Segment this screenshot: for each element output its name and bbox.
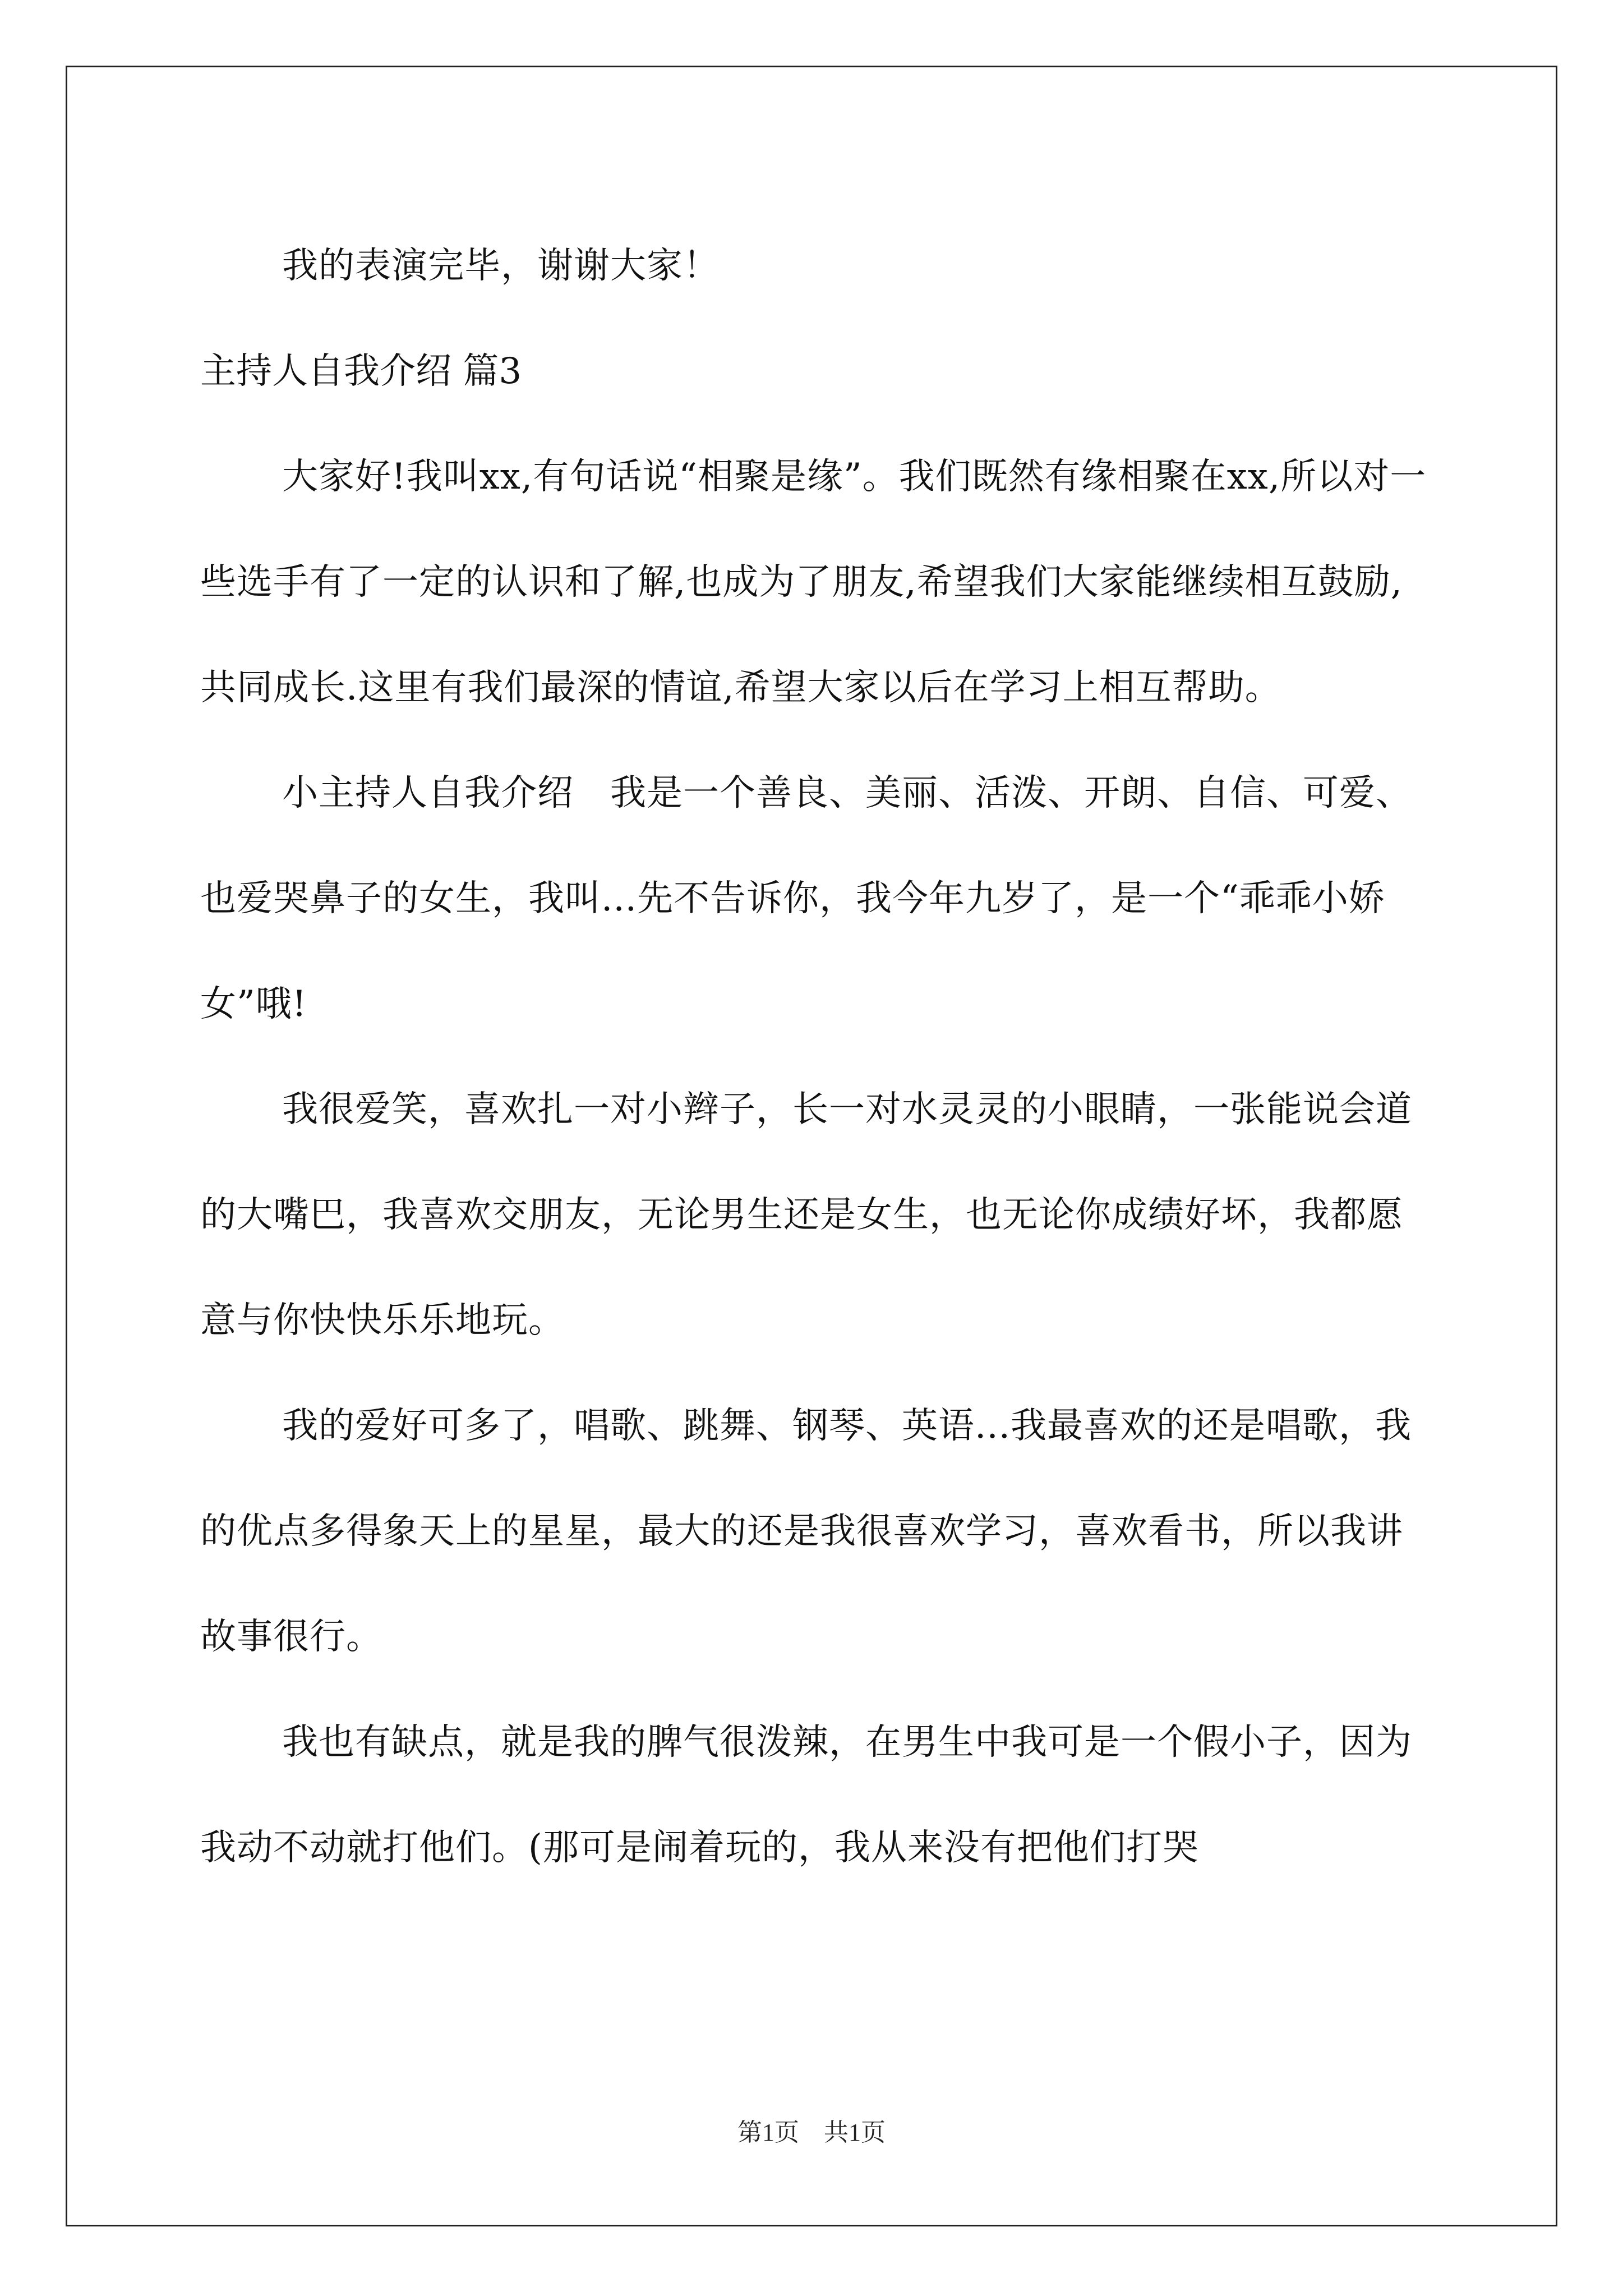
paragraph: 我的爱好可多了，唱歌、跳舞、钢琴、英语...我最喜欢的还是唱歌，我的优点多得象天上的星星，最大的还是我很喜欢学习，喜欢看书，所以我讲故事很行。 [200, 1405, 1412, 1658]
paragraph: 我也有缺点，就是我的脾气很泼辣，在男生中我可是一个假小子，因为我动不动就打他们。(那可是闹着玩的，我从来没有把他们打哭 [200, 1722, 1412, 1869]
paragraph: 我很爱笑，喜欢扎一对小辫子，长一对水灵灵的小眼睛，一张能说会道的大嘴巴，我喜欢交朋友，无论男生还是女生，也无论你成绩好坏，我都愿意与你快快乐乐地玩。 [200, 1089, 1412, 1341]
section-heading: 主持人自我介绍 篇3 [200, 351, 522, 392]
paragraph: 大家好!我叫xx,有句话说“相聚是缘”。我们既然有缘相聚在xx,所以对一些选手有了一定的认识和了解,也成为了朋友,希望我们大家能继续相互鼓励,共同成长.这里有我们最深的情谊,希望大家以后在学习上相互帮助。 [200, 456, 1427, 708]
paragraph: 小主持人自我介绍 我是一个善良、美丽、活泼、开朗、自信、可爱、也爱哭鼻子的女生，我叫...先不告诉你，我今年九岁了，是一个“乖乖小娇女”哦! [200, 772, 1412, 1025]
document-body [200, 213, 1434, 1901]
paragraph: 我的表演完毕，谢谢大家！ [282, 245, 720, 287]
page-footer: 第1页 共1页 [737, 2119, 886, 2146]
